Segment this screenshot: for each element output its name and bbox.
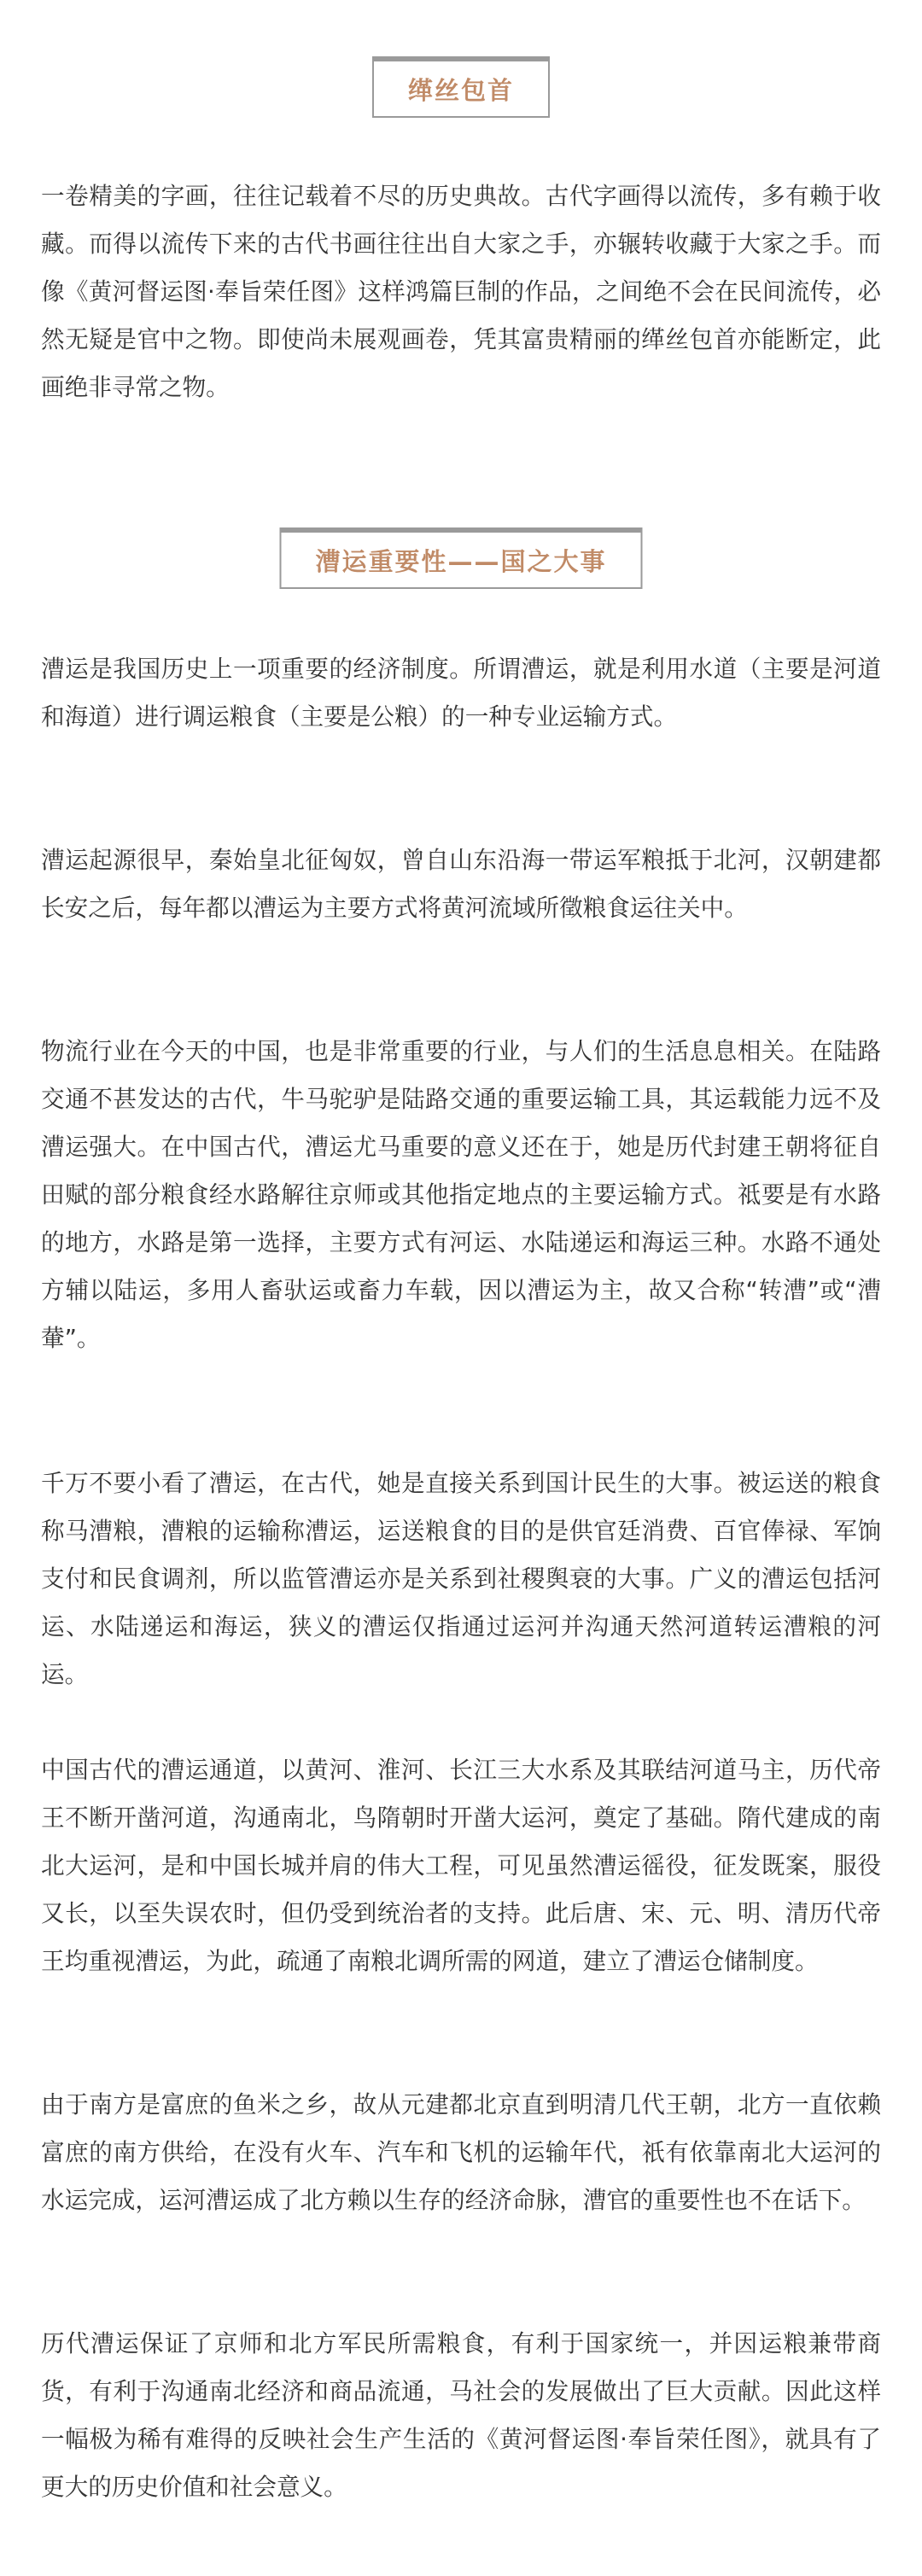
section-title: 缂丝包首: [407, 75, 515, 105]
section-title-box-silk: [372, 56, 550, 118]
paragraph-national-affair: 千万不要小看了漕运，在古代，她是直接关系到国计民生的大事。被运送的粮食称马漕粮，漕粮的运输称漕运，运送粮食的目的是供官廷消费、百官俸禄、军饷支付和民食调剂，所以监管漕运亦是关系到社稷舆衰的大事。广义的漕运包括河运、水陆递运和海运，狭义的漕运仅指通过运河并沟通天然河道转运漕粮的河运。: [41, 1469, 881, 1688]
section-title: 漕运重要性——国之大事: [315, 546, 607, 576]
paragraph-historical-value: 历代漕运保证了京师和北方军民所需粮食，有利于国家统一，并因运粮兼带商货，有利于沟通南北经济和商品流通，马社会的发展做出了巨大贡献。因此这样一幅极为稀有难得的反映社会生产生活的《黄河督运图·奉旨荣任图》，就具有了更大的历史价值和社会意义。: [41, 2329, 881, 2501]
section-title-box-canal: [279, 527, 642, 589]
paragraph-south-supply: 由于南方是富庶的鱼米之乡，故从元建都北京直到明清几代王朝，北方一直依赖富庶的南方供给，在没有火车、汽车和飞机的运输年代，祇有依靠南北大运河的水运完成，运河漕运成了北方赖以生存的经济命脉，漕官的重要性也不在话下。: [41, 2090, 881, 2214]
paragraph-canal-routes: 中国古代的漕运通道，以黄河、淮河、长江三大水系及其联结河道马主，历代帝王不断开凿河道，沟通南北，鸟隋朝时开凿大运河，奠定了基础。隋代建成的南北大运河，是和中国长城并肩的伟大工程，可见虽然漕运徭役，征发既案，服役又长，以至失误农时，但仍受到统治者的支持。此后唐、宋、元、明、清历代帝王均重视漕运，为此，疏通了南粮北调所需的网道，建立了漕运仓储制度。: [41, 1756, 881, 1975]
paragraph-canal-origin: 漕运起源很早，秦始皇北征匈奴，曾自山东沿海一带运军粮抵于北河，汉朝建都长安之后，每年都以漕运为主要方式将黄河流域所徵粮食运往关中。: [41, 846, 881, 922]
paragraph-logistics: 物流行业在今天的中国，也是非常重要的行业，与人们的生活息息相关。在陆路交通不甚发达的古代，牛马驼驴是陆路交通的重要运输工具，其运载能力远不及漕运强大。在中国古代，漕运尤马重要的意义还在于，她是历代封建王朝将征自田赋的部分粮食经水路解往京师或其他指定地点的主要运输方式。祗要是有水路的地方，水路是第一选择，主要方式有河运、水陆递运和海运三种。水路不通处方辅以陆运，多用人畜驮运或畜力车载，因以漕运为主，故又合称“转漕”或“漕輂”。: [41, 1037, 881, 1352]
paragraph-canal-definition: 漕运是我国历史上一项重要的经济制度。所谓漕运，就是利用水道（主要是河道和海道）进行调运粮食（主要是公粮）的一种专业运输方式。: [41, 655, 881, 731]
paragraph-silk-intro: 一卷精美的字画，往往记载着不尽的历史典故。古代字画得以流传，多有赖于收藏。而得以流传下来的古代书画往往出自大家之手，亦辗转收藏于大家之手。而像《黄河督运图·奉旨荣任图》这样鸿篇巨制的作品，之间绝不会在民间流传，必然无疑是官中之物。即使尚未展观画卷，凭其富贵精丽的缂丝包首亦能断定，此画绝非寻常之物。: [41, 182, 881, 401]
